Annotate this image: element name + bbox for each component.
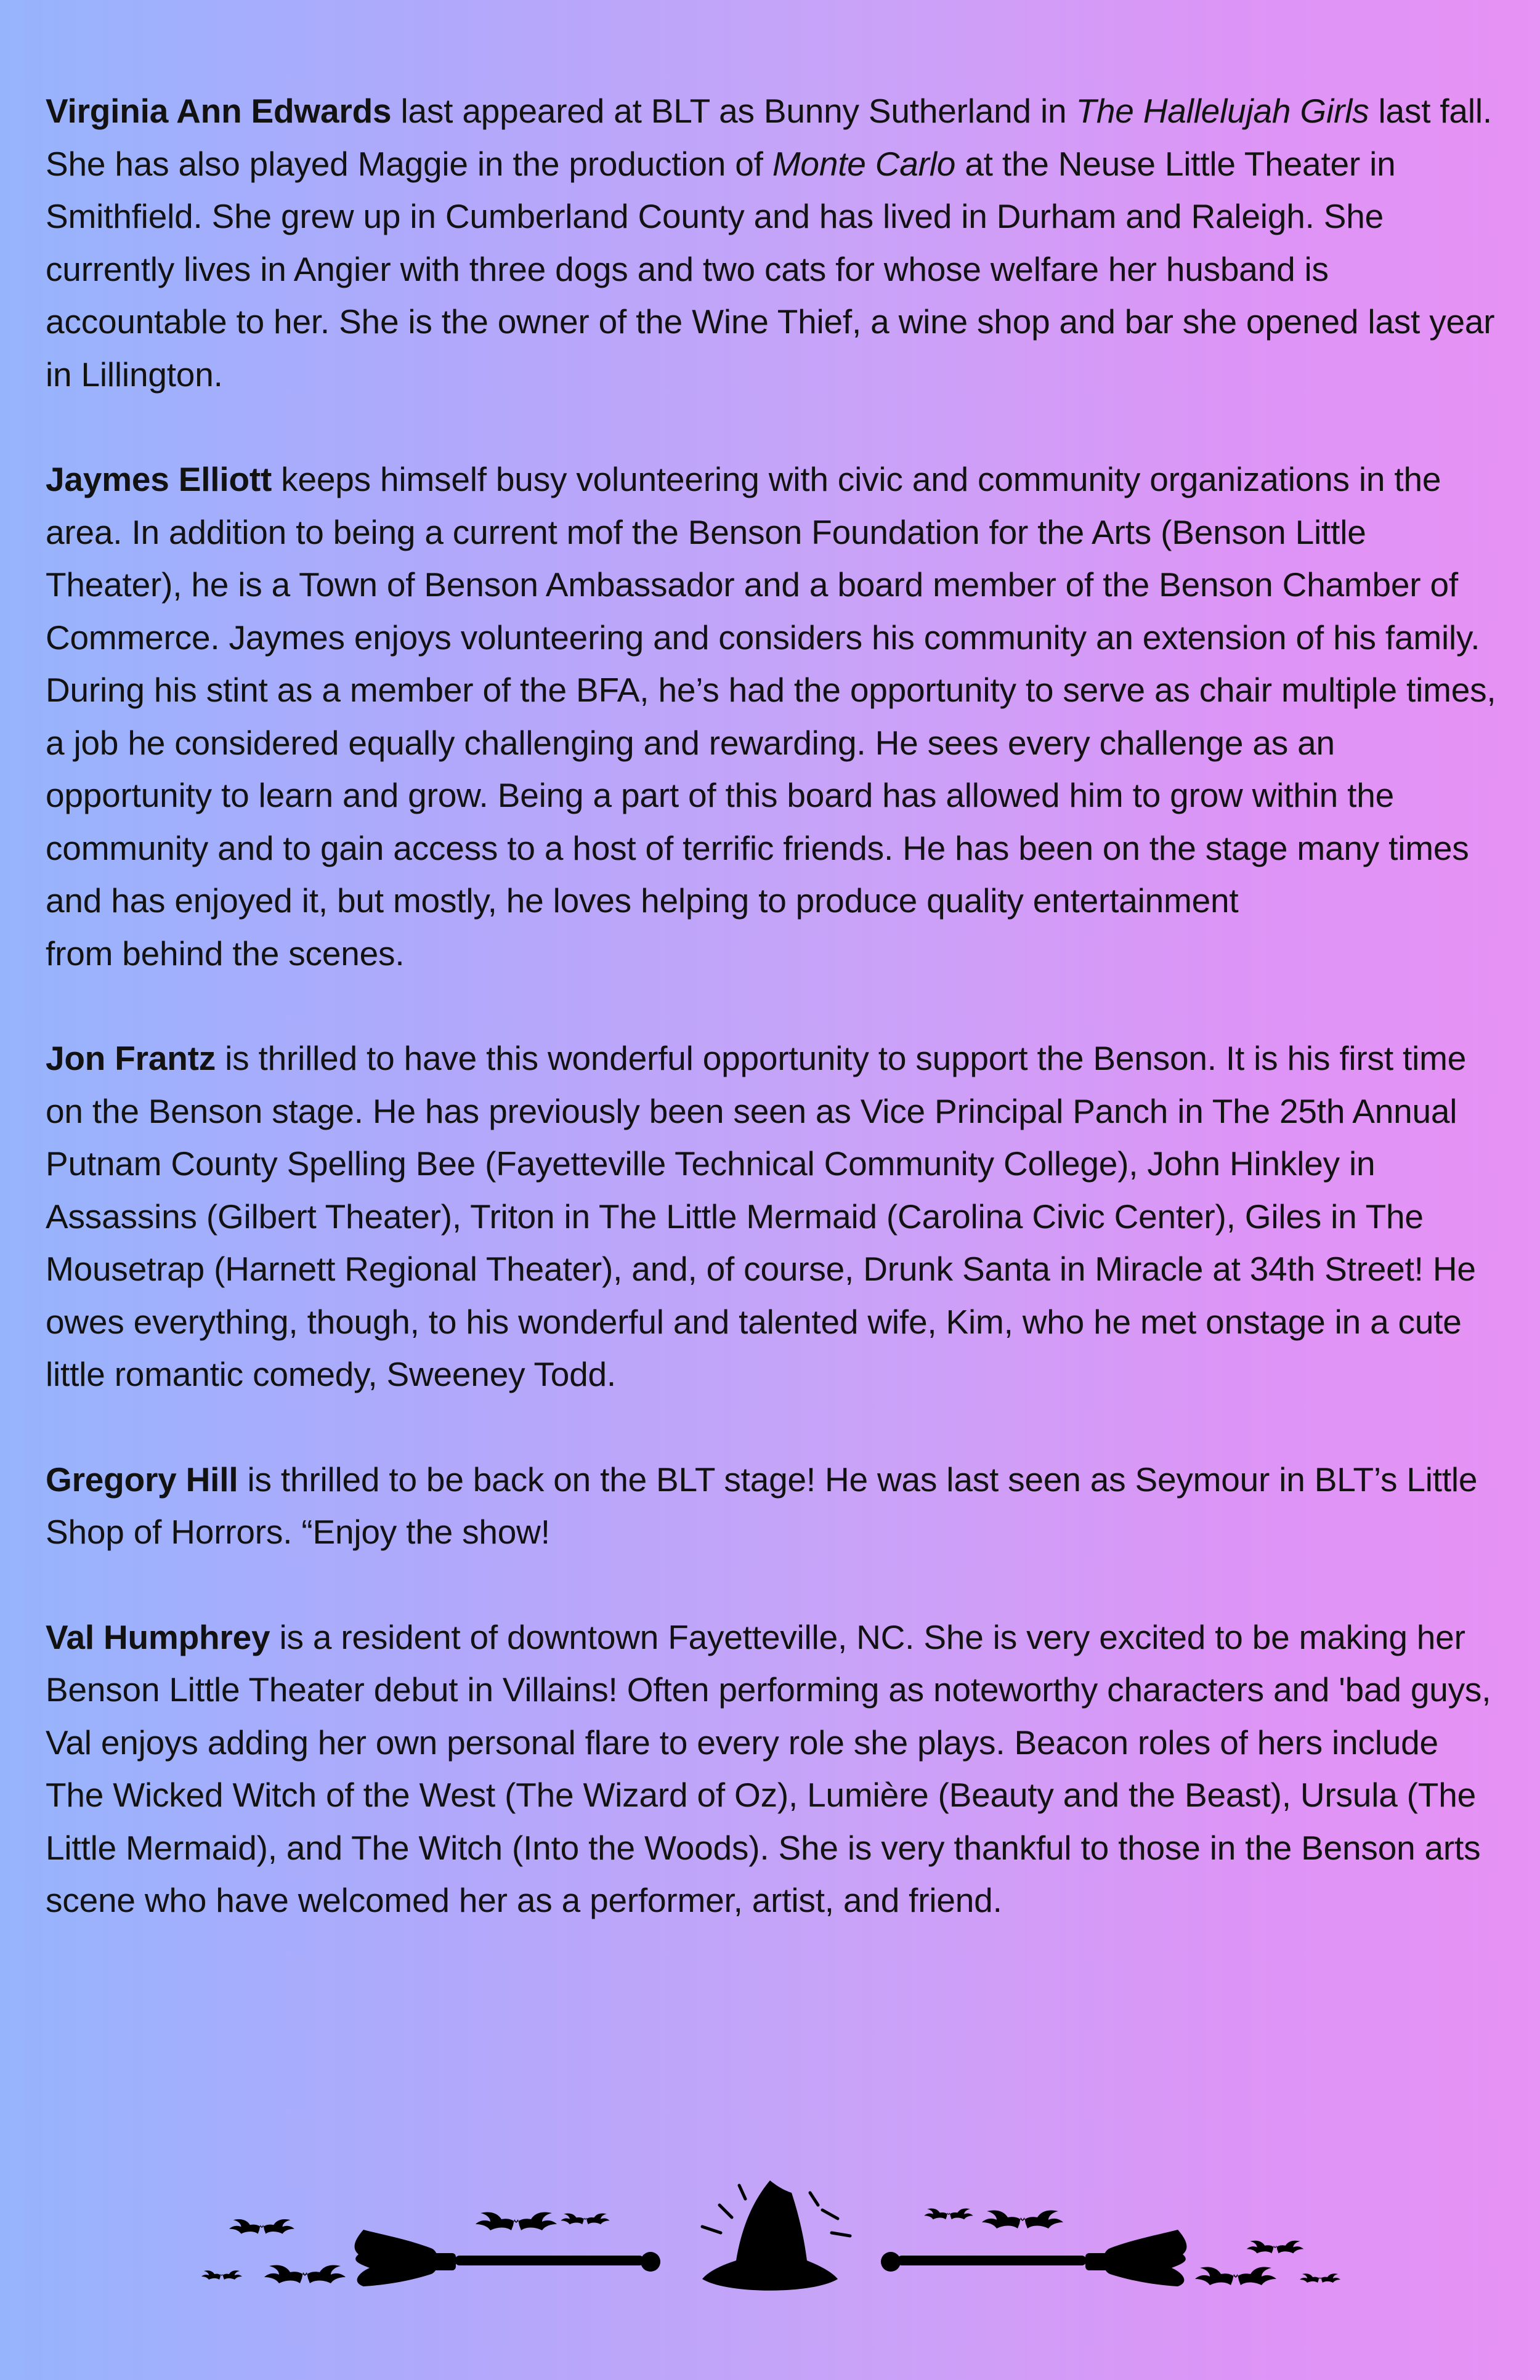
bio-val-humphrey [46, 1611, 1499, 1927]
bio-text: last fall. She has also played Maggie in the production of [46, 92, 1492, 183]
bat-icon [1195, 2267, 1276, 2285]
bio-jon-frantz [46, 1032, 1499, 1401]
bat-icon [264, 2265, 346, 2283]
bio-text: at the Neuse Little Theater in Smithfield. She grew up in Cumberland County and has lived in Durham and Raleigh. She currently lives in Angier with three dogs and two cats for whose welfare her husband is accountable to her. She is the owner of the Wine Thief, a wine shop and bar she opened last year in Lillington. [46, 144, 1495, 394]
bat-icon [1300, 2273, 1340, 2283]
bio-virginia-ann-edwards [46, 85, 1499, 401]
bio-name: Val Humphrey [46, 1617, 270, 1656]
bio-gregory-hill [46, 1454, 1499, 1559]
show-title: Monte Carlo [772, 144, 956, 183]
bio-text: is a resident of downtown Fayetteville, NC. She is very excited to be making her Benson Little Theater debut in Villains! Often performing as noteworthy characters and 'bad guys, Val enjoys adding her own personal flare to every role she plays. Beacon roles of hers include The Wicked Witch of the West (The Wizard of Oz), Lumière (Beauty and the Beast), Ursula (The Little Mermaid), and The Witch (Into the Woods). She is very thankful to those in the Benson arts scene who have welcomed her as a performer, artist, and friend. [46, 1617, 1491, 1919]
broom-icon [881, 2230, 1186, 2286]
bat-icon [561, 2213, 609, 2224]
show-title: The Hallelujah Girls [1076, 92, 1369, 130]
bat-icon [924, 2208, 973, 2219]
bio-name: Virginia Ann Edwards [46, 92, 392, 130]
bio-text: is thrilled to have this wonderful opportunity to support the Benson. It is his first time on the Benson stage. He has previously been seen as Vice Principal Panch in The 25th Annual Putnam County Spelling Bee (Fayetteville Technical Community College), John Hinkley in Assassins (Gilbert Theater), Triton in The Little Mermaid (Carolina Civic Center), Giles in The Mousetrap (Harnett Regional Theater), and, of course, Drunk Santa in Miracle at 34th Street! He owes everything, though, to his wonderful and talented wife, Kim, who he met onstage in a cute little romantic comedy, Sweeney Todd. [46, 1039, 1476, 1393]
bio-jaymes-elliott [46, 453, 1499, 980]
bat-icon [1247, 2241, 1303, 2254]
bios-container [46, 85, 1499, 1980]
bio-name: Gregory Hill [46, 1460, 238, 1499]
bat-icon [229, 2219, 294, 2234]
bat-icon [201, 2270, 242, 2280]
bio-text: last appeared at BLT as Bunny Sutherland in [391, 92, 1076, 130]
bio-text: keeps himself busy volunteering with civic and community organizations in the area. In addition to being a current mof the Benson Foundation for the Arts (Benson Little Theater), he is a Town of Benson Ambassador and a board member of the Benson Chamber of Commerce. Jaymes enjoys volunteering and considers his community an extension of his family. During his stint as a member of the BFA, he’s had the opportunity to serve as chair multiple times, a job he considered equally challenging and rewarding. He sees every challenge as an opportunity to learn and grow. Being a part of this board has allowed him to grow within the community and to gain access to a host of terrific friends. He has been on the stage many times and has enjoyed it, but mostly, he loves helping to produce quality entertainment [46, 460, 1496, 920]
bio-name: Jaymes Elliott [46, 460, 272, 498]
bat-icon [982, 2210, 1063, 2228]
broom-icon [355, 2230, 660, 2286]
bio-text: is thrilled to be back on the BLT stage! He was last seen as Seymour in BLT’s Little Shop of Horrors. “Enjoy the show! [46, 1460, 1478, 1551]
bio-text-last-line: from behind the scenes. [46, 934, 405, 973]
halloween-divider [197, 2156, 1343, 2316]
bio-name: Jon Frantz [46, 1039, 216, 1077]
witch-hat-icon [702, 2180, 850, 2291]
bat-icon [476, 2212, 557, 2230]
